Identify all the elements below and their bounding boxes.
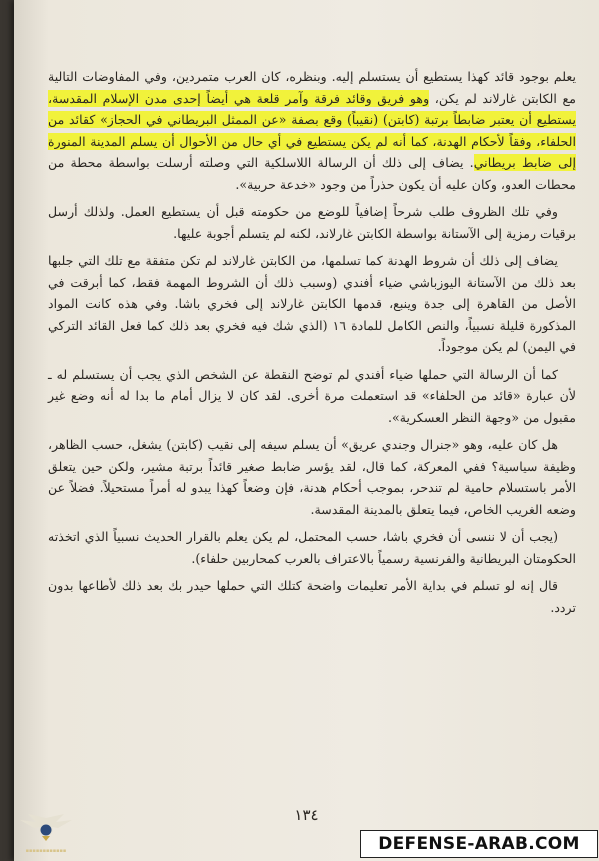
paragraph-4 — [48, 364, 576, 429]
eagle-emblem-icon — [16, 812, 76, 842]
text-segment: . يضاف إلى ذلك أن الرسالة اللاسلكية التي وصلته أرسلت بواسطة محطة من محطات العدو، وكان عليه أن يكون حذراً من وجود «خدعة حربية». — [48, 155, 576, 192]
body-text — [48, 66, 576, 624]
text-segment: كما أن الرسالة التي حملها ضياء أفندي لم توضح النقطة عن الشخص الذي يجب أن يستسلم له ـ لأن عبارة «قائد من الحلفاء» قد استعملت مرة أخرى. لقد كان لا يزال أمام ما بدا له أنه وضع غير مقبول من «وجهة النظر العسكرية». — [48, 366, 576, 425]
paragraph-1 — [48, 66, 576, 195]
logo-caption-decor: ▪▪▪▪▪▪▪▪▪▪▪▪ — [25, 848, 67, 854]
page-number: ١٣٤ — [294, 806, 319, 824]
paragraph-2 — [48, 201, 576, 244]
paragraph-6 — [48, 526, 576, 569]
book-page — [14, 0, 599, 861]
text-segment: يضاف إلى ذلك أن شروط الهدنة كما تسلمها، من الكابتن غارلاند لم تكن متفقة مع تلك التي جلبها بعد ذلك من الآستانة اليوزباشي ضياء أفندي (وسبب ذلك أن الشروط المهمة فقط، كما أبرقت في الأصل من القاهرة إلى جدة وينبع، قدمها الكابتن غارلاند إلى فخري باشا. وفي هذه كانت المواد المذكورة قليلة نسبياً، والنص الكامل للمادة ١٦ (الذي شك فيه فخري بعد ذلك كما فعل القائد التركي في اليمن) لم يكن موجوداً. — [48, 253, 576, 354]
text-segment: (يجب أن لا ننسى أن فخري باشا، حسب المحتمل، لم يكن يعلم بالقرار الحديث نسبياً الذي اتخذته الحكومتان البريطانية والفرنسية رسمياً بالاعتراف بالعرب كمحاربين حلفاء). — [48, 529, 576, 566]
watermark-text: DEFENSE-ARAB.COM — [360, 830, 598, 858]
paragraph-5 — [48, 434, 576, 520]
text-segment: وفي تلك الظروف طلب شرحاً إضافياً للوضع من حكومته قبل أن يستطيع العمل. ولذلك أرسل برقيات رمزية إلى الآستانة بواسطة الكابتن غارلاند، لكنه لم يتسلم أجوبة عليها. — [48, 204, 576, 241]
highlighted-text: وهو فريق وقائد فرقة وآمر قلعة هي أيضاً إحدى مدن الإسلام المقدسة، يستطيع أن يعتبر ضابطاً برتبة (كابتن) (نقيباً) وقع بصفة «عن الممثل البريطاني في الحجاز» كقائد من الحلفاء، وفقاً لأحكام الهدنة، كما أنه لم يكن يستطيع في أي حال من الأحوال أن يسلم المدينة المنورة إلى ضابط بريطاني — [48, 90, 576, 170]
paragraph-3 — [48, 250, 576, 358]
text-segment: يعلم بوجود قائد كهذا يستطيع أن يستسلم إليه. وبنظره، كان العرب متمردين، وفي المفاوضات التالية مع الكابتن غارلاند لم يكن، — [48, 69, 576, 106]
forum-logo — [6, 812, 86, 858]
paragraph-7 — [48, 575, 576, 618]
text-segment: هل كان عليه، وهو «جنرال وجندي عريق» أن يسلم سيفه إلى نقيب (كابتن) يشغل، حسب الظاهر، وظيفة سياسية؟ ففي المعركة، كما قال، لقد يؤسر ضابط صغير قائداً برتبة مشير، ولكن حين يتعلق الأمر باستسلام حامية لم تندحر، بموجب أحكام هدنة، فإن وضعاً كهذا يبدو له أمراً مستحيلاً. فضلاً عن وضعه الغريب الخاص، فيما يتعلق بالمدينة المقدسة. — [48, 437, 576, 517]
text-segment: قال إنه لو تسلم في بداية الأمر تعليمات واضحة كتلك التي حملها حيدر بك بعد ذلك لأطاعها بدون تردد. — [48, 578, 576, 615]
